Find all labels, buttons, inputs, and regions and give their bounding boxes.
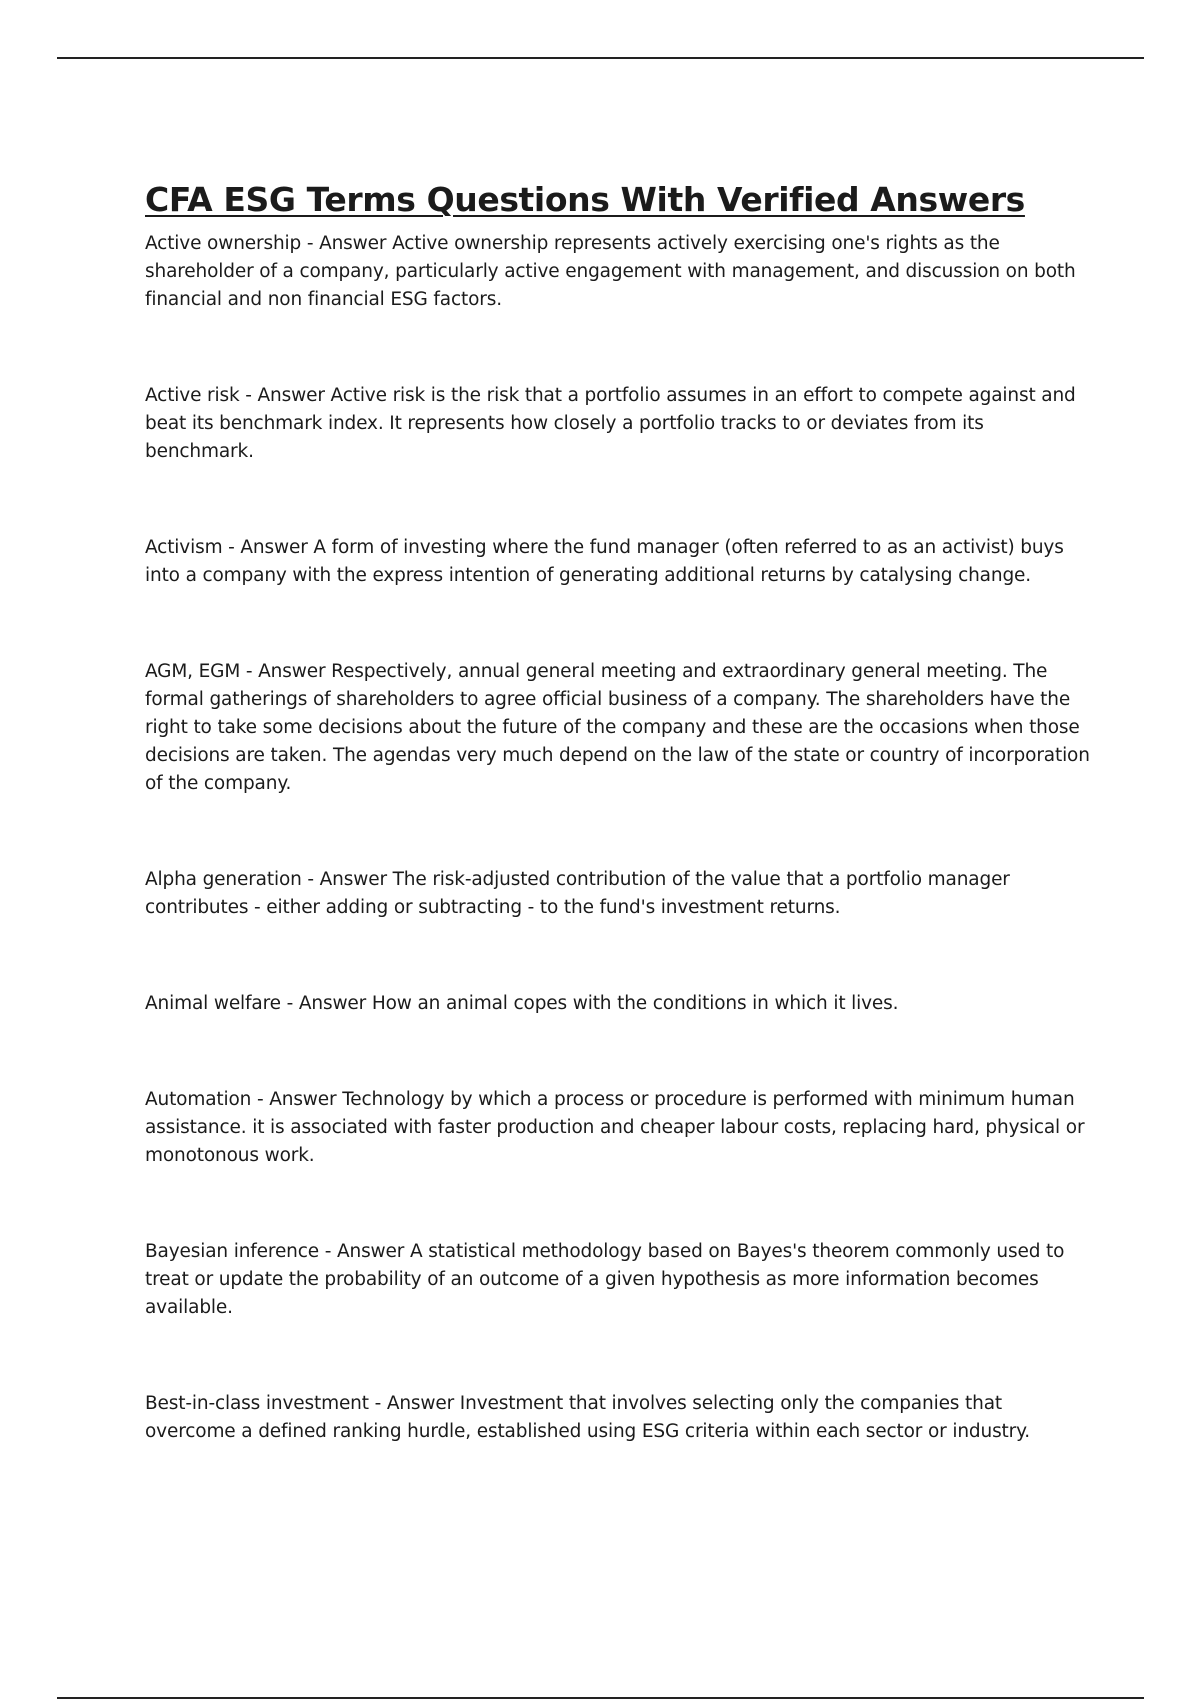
entry-bayesian-inference: Bayesian inference - Answer A statistical methodology based on Bayes's theorem commonly used to treat or update the probability of an outcome of a given hypothesis as more information becomes available.	[145, 1241, 1065, 1318]
entry-active-risk: Active risk - Answer Active risk is the risk that a portfolio assumes in an effort to compete against and beat its benchmark index. It represents how closely a portfolio tracks to or deviates from its benchmark.	[145, 385, 1076, 462]
entry-activism: Activism - Answer A form of investing where the fund manager (often referred to as an activist) buys into a company with the express intention of generating additional returns by catalysing change.	[145, 537, 1064, 586]
bottom-rule	[57, 1697, 1144, 1699]
entry-animal-welfare: Animal welfare - Answer How an animal copes with the conditions in which it lives.	[145, 993, 899, 1014]
entry-active-ownership: Active ownership - Answer Active ownership represents actively exercising one's rights as the shareholder of a company, particularly active engagement with management, and discussion on both financial and non financial ESG factors.	[145, 233, 1076, 310]
top-rule	[57, 57, 1144, 59]
document-body	[145, 178, 1090, 1446]
entry-best-in-class-investment: Best-in-class investment - Answer Investment that involves selecting only the companies that overcome a defined ranking hurdle, established using ESG criteria within each sector or industry.	[145, 1393, 1031, 1442]
entry-list	[145, 230, 1090, 1446]
entry-automation: Automation - Answer Technology by which a process or procedure is performed with minimum human assistance. it is associated with faster production and cheaper labour costs, replacing hard, physical or monotonous work.	[145, 1089, 1085, 1166]
document-title: CFA ESG Terms Questions With Verified Answers	[145, 180, 1025, 219]
entry-agm-egm: AGM, EGM - Answer Respectively, annual general meeting and extraordinary general meeting. The formal gatherings of shareholders to agree official business of a company. The shareholders have the right to take some decisions about the future of the company and these are the occasions when those decisions are taken. The agendas very much depend on the law of the state or country of incorporation of the company.	[145, 661, 1090, 794]
entry-alpha-generation: Alpha generation - Answer The risk-adjusted contribution of the value that a portfolio manager contributes - either adding or subtracting - to the fund's investment returns.	[145, 869, 1010, 918]
